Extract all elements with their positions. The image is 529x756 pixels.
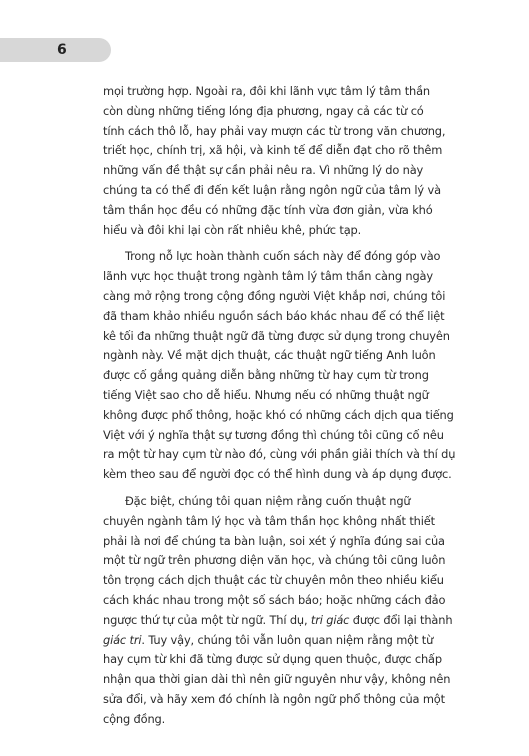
text-line: Đặc biệt, chúng tôi quan niệm rằng cuốn thuật ngữ <box>125 493 411 508</box>
text-line: còn dùng những tiếng lóng địa phương, ngay cả các từ có <box>103 103 424 118</box>
page-number: 6 <box>57 42 67 58</box>
text-line: được cố gắng quảng diễn bằng những từ hay cụm từ trong <box>103 368 429 383</box>
italic-term: tri giác <box>310 612 350 627</box>
text-line-with-italic <box>103 611 463 631</box>
text-segment: . Tuy vậy, chúng tôi vẫn luôn quan niệm rằng một từ <box>141 632 434 647</box>
text-line: ra một từ hay cụm từ nào đó, cùng với phần giải thích và thí dụ <box>103 447 456 462</box>
text-line: hay cụm từ khi đã từng được sử dụng quen thuộc, được chấp <box>103 652 442 667</box>
paragraph-1 <box>103 82 463 240</box>
text-line: chuyên ngành tâm lý học và tâm thần học không nhất thiết <box>103 513 435 528</box>
text-line: phải là nơi để chúng ta bàn luận, soi xét ý nghĩa đúng sai của <box>103 533 445 548</box>
text-line: những vấn đề thật sự cần phải nêu ra. Vì những lý do này <box>103 163 424 178</box>
text-line: mọi trường hợp. Ngoài ra, đôi khi lãnh vực tâm lý tâm thần <box>103 84 430 98</box>
text-line-with-italic <box>103 631 463 651</box>
text-line: đã tham khảo nhiều nguồn sách báo khác nhau để có thể liệt <box>103 308 445 323</box>
paragraph-3 <box>103 492 463 730</box>
text-line: hiểu và đôi khi lại còn rất nhiêu khê, phức tạp. <box>103 222 362 237</box>
text-line: lãnh vực học thuật trong ngành tâm lý tâm thần càng ngày <box>103 269 433 284</box>
text-line: sửa đổi, và hãy xem đó chính là ngôn ngữ phổ thông của một <box>103 691 445 706</box>
paragraph-2 <box>103 247 463 485</box>
text-line: tiếng Việt sao cho dễ hiểu. Nhưng nếu có những thuật ngữ <box>103 387 429 402</box>
text-line: chúng ta có thể đi đến kết luận rằng ngôn ngữ của tâm lý và <box>103 182 441 197</box>
text-line: triết học, chính trị, xã hội, và kinh tế để diễn đạt cho rõ thêm <box>103 143 443 158</box>
text-line: tính cách thô lỗ, hay phải vay mượn các từ trong văn chương, <box>103 123 446 138</box>
text-line: kê tối đa những thuật ngữ đã từng được sử dụng trong chuyên <box>103 328 450 343</box>
text-segment: ngược thứ tự của một từ ngữ. Thí dụ, <box>103 612 311 627</box>
text-segment: được đổi lại thành <box>349 612 453 627</box>
italic-term: giác tri <box>103 632 142 647</box>
text-line: Trong nỗ lực hoàn thành cuốn sách này để đóng góp vào <box>125 249 441 264</box>
page-number-tab <box>0 38 111 62</box>
text-line: một từ ngữ trên phương diện văn học, và chúng tôi cũng luôn <box>103 553 446 568</box>
text-line: kèm theo sau để người đọc có thể hình dung và áp dụng được. <box>103 467 452 482</box>
text-line: ngành này. Về mặt dịch thuật, các thuật ngữ tiếng Anh luôn <box>103 348 436 363</box>
body-text <box>103 82 463 737</box>
text-line: cách khác nhau trong một số sách báo; hoặc những cách đảo <box>103 592 446 607</box>
text-line: cộng đồng. <box>103 711 166 726</box>
text-line: càng mở rộng trong cộng đồng người Việt khắp nơi, chúng tôi <box>103 288 446 303</box>
text-line: tâm thần học đều có những đặc tính vừa đơn giản, vừa khó <box>103 202 433 217</box>
text-line: không được phổ thông, hoặc khó có những cách dịch qua tiếng <box>103 407 454 422</box>
text-line: nhận qua thời gian dài thì nên giữ nguyên như vậy, không nên <box>103 672 451 687</box>
text-line: tôn trọng cách dịch thuật các từ chuyên môn theo nhiều kiểu <box>103 573 444 588</box>
text-line: Việt với ý nghĩa thật sự tương đồng thì chúng tôi cũng cố nêu <box>103 427 444 442</box>
